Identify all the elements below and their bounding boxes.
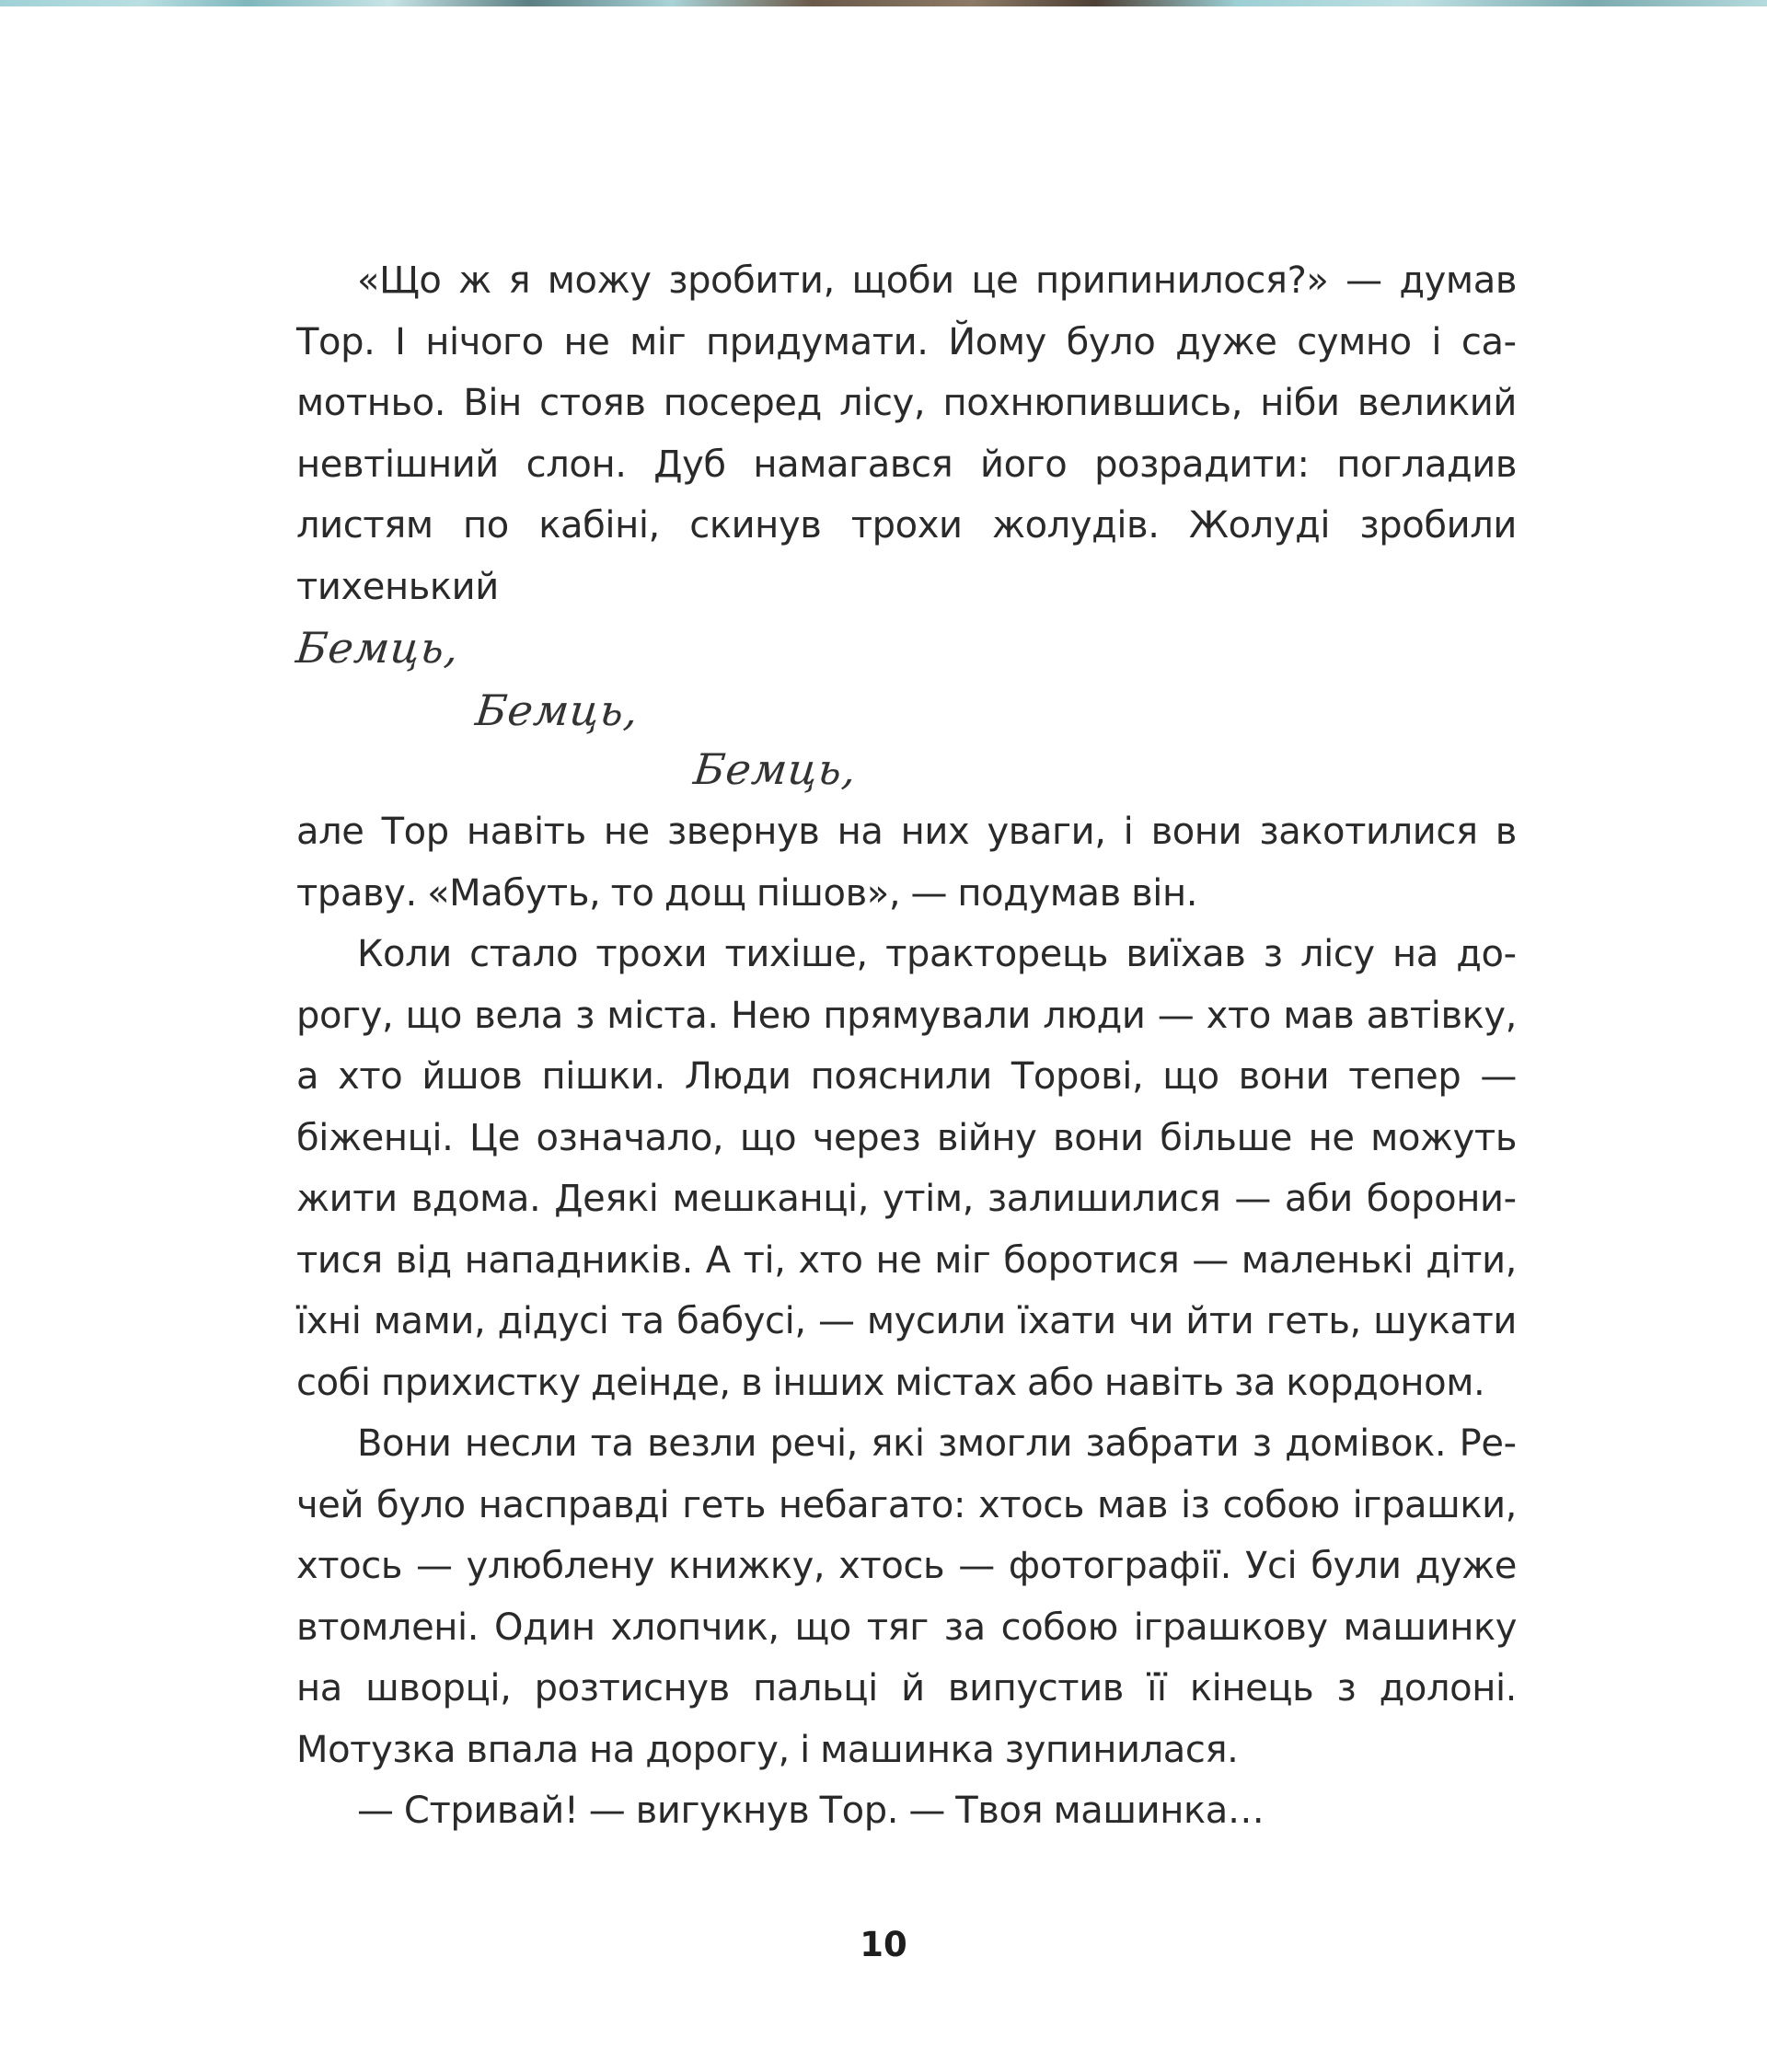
sound-effect-2: Бемць,: [473, 685, 641, 735]
paragraph-5: — Стривай! — вигукнув Тор. — Твоя машинка…: [357, 1790, 1265, 1832]
paragraph-4: Вони несли та везли речі, які змогли забрати з домівок. Речей було насправді геть небагато: хтось мав із собою іграшки, хтось — улюблену книжку, хтось — фотографії. Усі були дуже втомлені. Один хлопчик, що тяг за собою іграшкову машинку на шворці, розтиснув пальці й випустив її кінець з долоні. Мотузка впала на дорогу, і машинка зупинилася.: [296, 1422, 1517, 1771]
paragraph-1: «Що ж я можу зробити, щоби це припинилося?» — думав Тор. І нічого не міг придумати. Йому було дуже сумно і самотньо. Він стояв посеред лісу, похнюпившись, ніби великий невтішний слон. Дуб намагався його розрадити: погладив листям по кабіні, скинув трохи жолудів. Жолуді зробили тихенький: [296, 259, 1517, 608]
paragraph-2: але Тор навіть не звернув на них уваги, і вони закотилися в траву. «Мабуть, то дощ пішов», — подумав він.: [296, 811, 1517, 915]
sound-effect-1: Бемць,: [294, 623, 462, 673]
paragraph-3: Коли стало трохи тихіше, тракторець виїхав з лісу на дорогу, що вела з міста. Нею прямували люди — хто мав автівку, а хто йшов пішки. Люди пояснили Торові, що вони тепер — біженці. Це означало, що через війну вони більше не можуть жити вдома. Деякі мешканці, утім, залишилися — аби боронитися від нападників. А ті, хто не міг боротися — маленькі діти, їхні мами, дідусі та бабусі, — мусили їхати чи йти геть, шукати собі прихистку деінде, в інших містах або навіть за кордоном.: [296, 933, 1517, 1404]
page-text: [296, 250, 1517, 1842]
page-number: 10: [860, 1925, 907, 1964]
sound-effects: [296, 617, 1517, 801]
top-illustration-strip: [0, 0, 1767, 6]
sound-effect-3: Бемць,: [691, 744, 860, 794]
